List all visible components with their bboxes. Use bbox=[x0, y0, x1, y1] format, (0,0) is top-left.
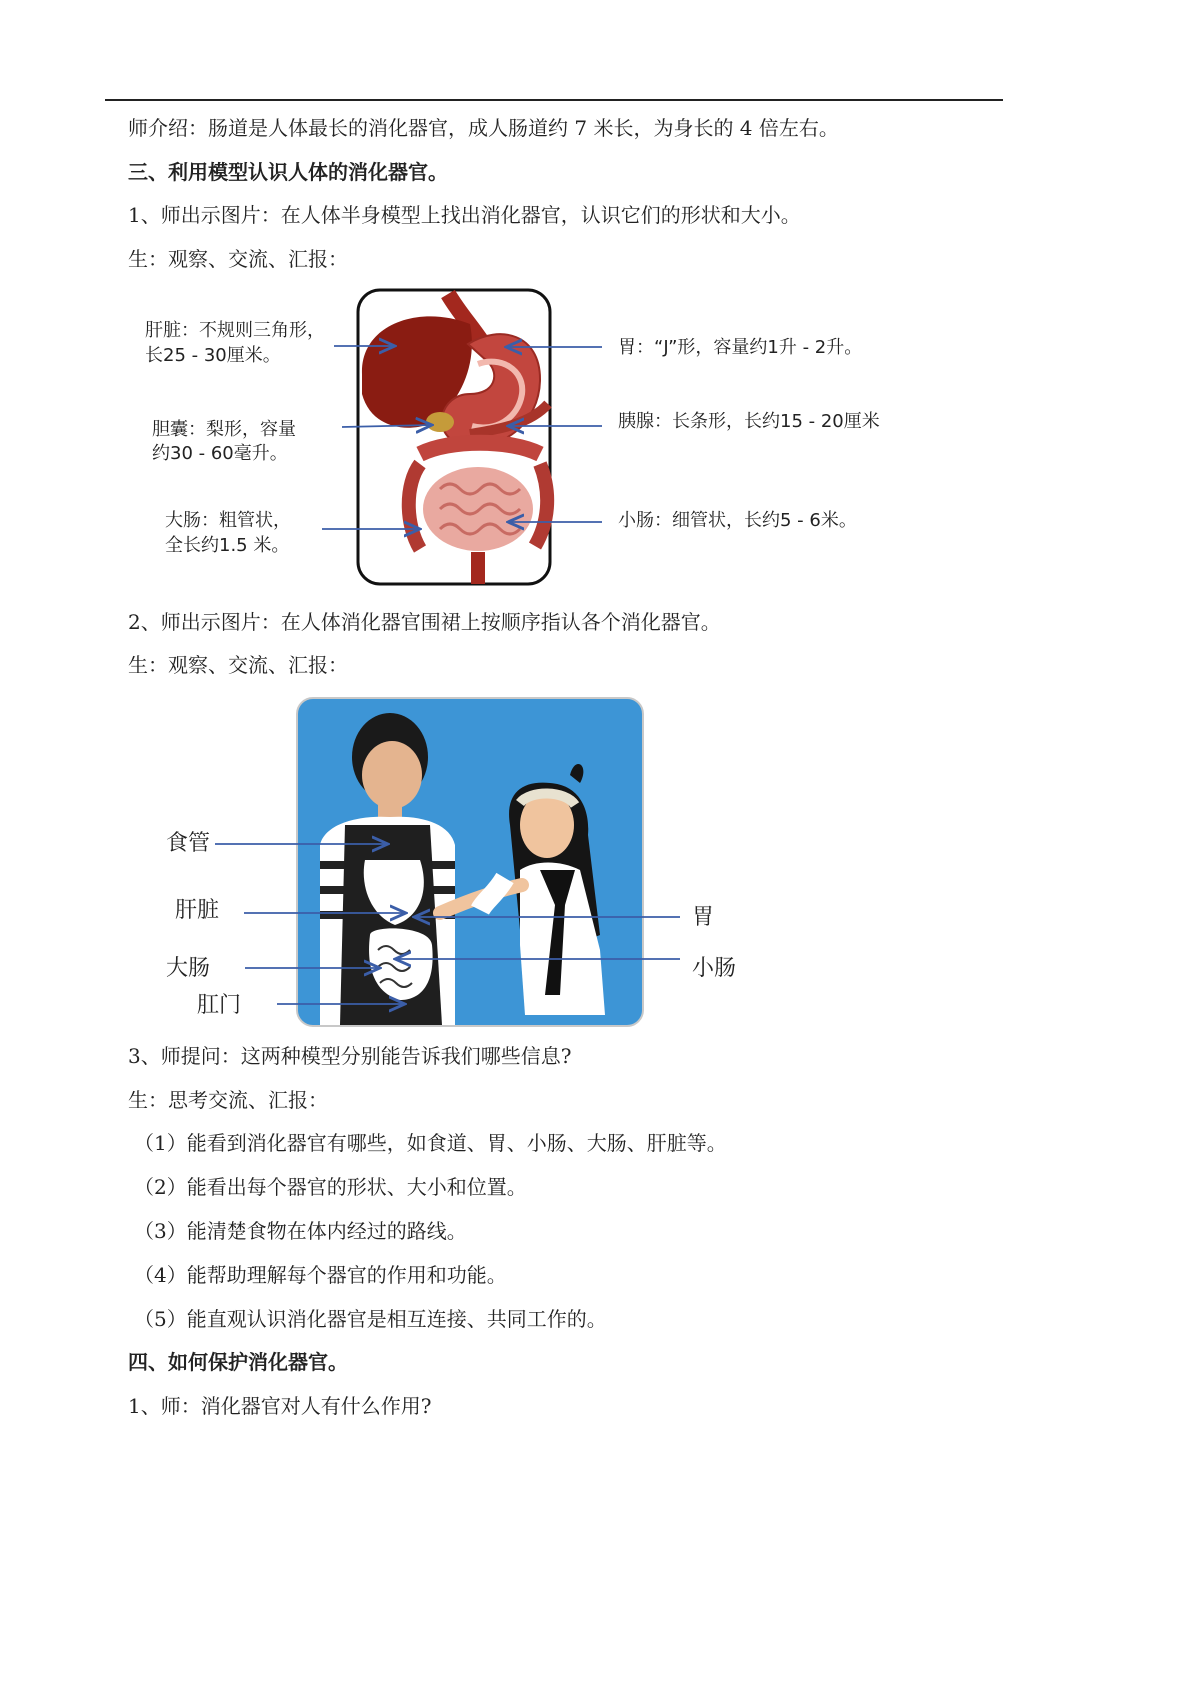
label-gallbladder-line2: 约30 - 60毫升。 bbox=[152, 443, 288, 464]
gallbladder-shape bbox=[426, 412, 454, 432]
list-item-3: （3）能清楚食物在体内经过的路线。 bbox=[134, 1219, 467, 1243]
label-liver: 肝脏 bbox=[175, 898, 220, 923]
list-item-2: （2）能看出每个器官的形状、大小和位置。 bbox=[134, 1175, 527, 1199]
label-esophagus: 食管 bbox=[166, 831, 211, 856]
label-small-intestine: 小肠 bbox=[692, 956, 737, 981]
apron-model-figure bbox=[0, 695, 1100, 1030]
label-large-intestine: 大肠 bbox=[166, 956, 211, 981]
paragraph-step-3: 3、师提问：这两种模型分别能告诉我们哪些信息? bbox=[128, 1044, 572, 1068]
list-item-5: （5）能直观认识消化器官是相互连接、共同工作的。 bbox=[134, 1307, 607, 1331]
label-pancreas: 胰腺：长条形，长约15 - 20厘米 bbox=[618, 411, 880, 432]
label-liver-line1: 肝脏：不规则三角形， bbox=[145, 320, 325, 341]
header-rule bbox=[105, 99, 1003, 101]
label-gallbladder-line1: 胆囊：梨形，容量 bbox=[152, 419, 296, 440]
paragraph-step-4: 1、师：消化器官对人有什么作用? bbox=[128, 1394, 432, 1418]
heading-section-3: 三、利用模型认识人体的消化器官。 bbox=[128, 160, 448, 184]
paragraph-intestine-intro: 师介绍：肠道是人体最长的消化器官，成人肠道约 7 米长，为身长的 4 倍左右。 bbox=[128, 116, 839, 140]
paragraph-student-2: 生：观察、交流、汇报： bbox=[128, 653, 348, 677]
paragraph-student-1: 生：观察、交流、汇报： bbox=[128, 247, 348, 271]
label-anus: 肛门 bbox=[197, 993, 242, 1018]
label-stomach: 胃 bbox=[692, 905, 715, 930]
list-item-4: （4）能帮助理解每个器官的作用和功能。 bbox=[134, 1263, 507, 1287]
heading-section-4: 四、如何保护消化器官。 bbox=[128, 1350, 348, 1374]
paragraph-step-1: 1、师出示图片：在人体半身模型上找出消化器官，认识它们的形状和大小。 bbox=[128, 203, 801, 227]
list-item-1: （1）能看到消化器官有哪些，如食道、胃、小肠、大肠、肝脏等。 bbox=[134, 1131, 727, 1155]
paragraph-student-3: 生：思考交流、汇报： bbox=[128, 1088, 328, 1112]
label-stomach: 胃：“J”形，容量约1升 - 2升。 bbox=[618, 337, 863, 358]
label-small-intestine: 小肠：细管状，长约5 - 6米。 bbox=[618, 510, 857, 531]
label-large-intestine-line1: 大肠：粗管状， bbox=[165, 510, 291, 531]
paragraph-step-2: 2、师出示图片：在人体消化器官围裙上按顺序指认各个消化器官。 bbox=[128, 610, 721, 634]
digestive-model-figure bbox=[0, 284, 1100, 590]
label-large-intestine-line2: 全长约1.5 米。 bbox=[165, 535, 290, 556]
label-liver-line2: 长25 - 30厘米。 bbox=[145, 345, 281, 366]
apron-photo bbox=[297, 698, 643, 1026]
